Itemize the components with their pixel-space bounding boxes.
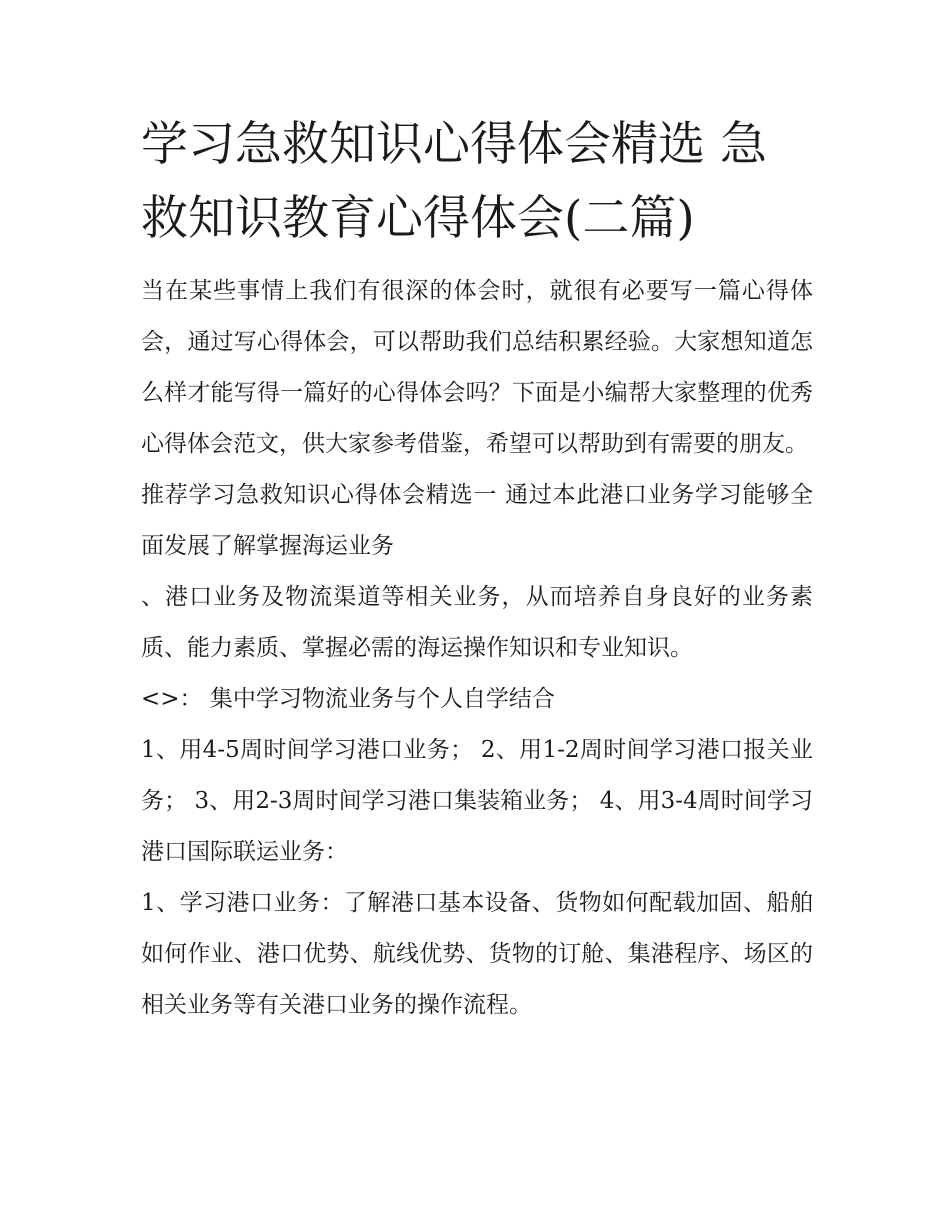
port-study-paragraph: 1、学习港口业务：了解港口基本设备、货物如何配载加固、船舶如何作业、港口优势、航线优势、货物的订舱、集港程序、场区的相关业务等有关港口业务的操作流程。 bbox=[141, 890, 813, 1018]
document-title: 学习急救知识心得体会精选 急救知识教育心得体会(二篇) bbox=[141, 117, 767, 246]
document-body bbox=[141, 266, 813, 1031]
intro-paragraph: 当在某些事情上我们有很深的体会时，就很有必要写一篇心得体会，通过写心得体会，可以帮助我们总结积累经验。大家想知道怎么样才能写得一篇好的心得体会吗？下面是小编帮大家整理的优秀心得体会范文，供大家参考借鉴，希望可以帮助到有需要的朋友。 bbox=[141, 278, 813, 457]
document-page bbox=[141, 108, 813, 1031]
schedule-paragraph: 1、用4-5周时间学习港口业务； 2、用1-2周时间学习港口报关业务； 3、用2-3周时间学习港口集装箱业务； 4、用3-4周时间学习港口国际联运业务： bbox=[141, 737, 813, 865]
recommendation-paragraph: 推荐学习急救知识心得体会精选一 通过本此港口业务学习能够全面发展了解掌握海运业务 bbox=[141, 482, 813, 559]
port-business-paragraph: 、港口业务及物流渠道等相关业务，从而培养自身良好的业务素质、能力素质、掌握必需的海运操作知识和专业知识。 bbox=[141, 584, 813, 661]
study-method-paragraph: <>： 集中学习物流业务与个人自学结合 bbox=[141, 686, 555, 712]
